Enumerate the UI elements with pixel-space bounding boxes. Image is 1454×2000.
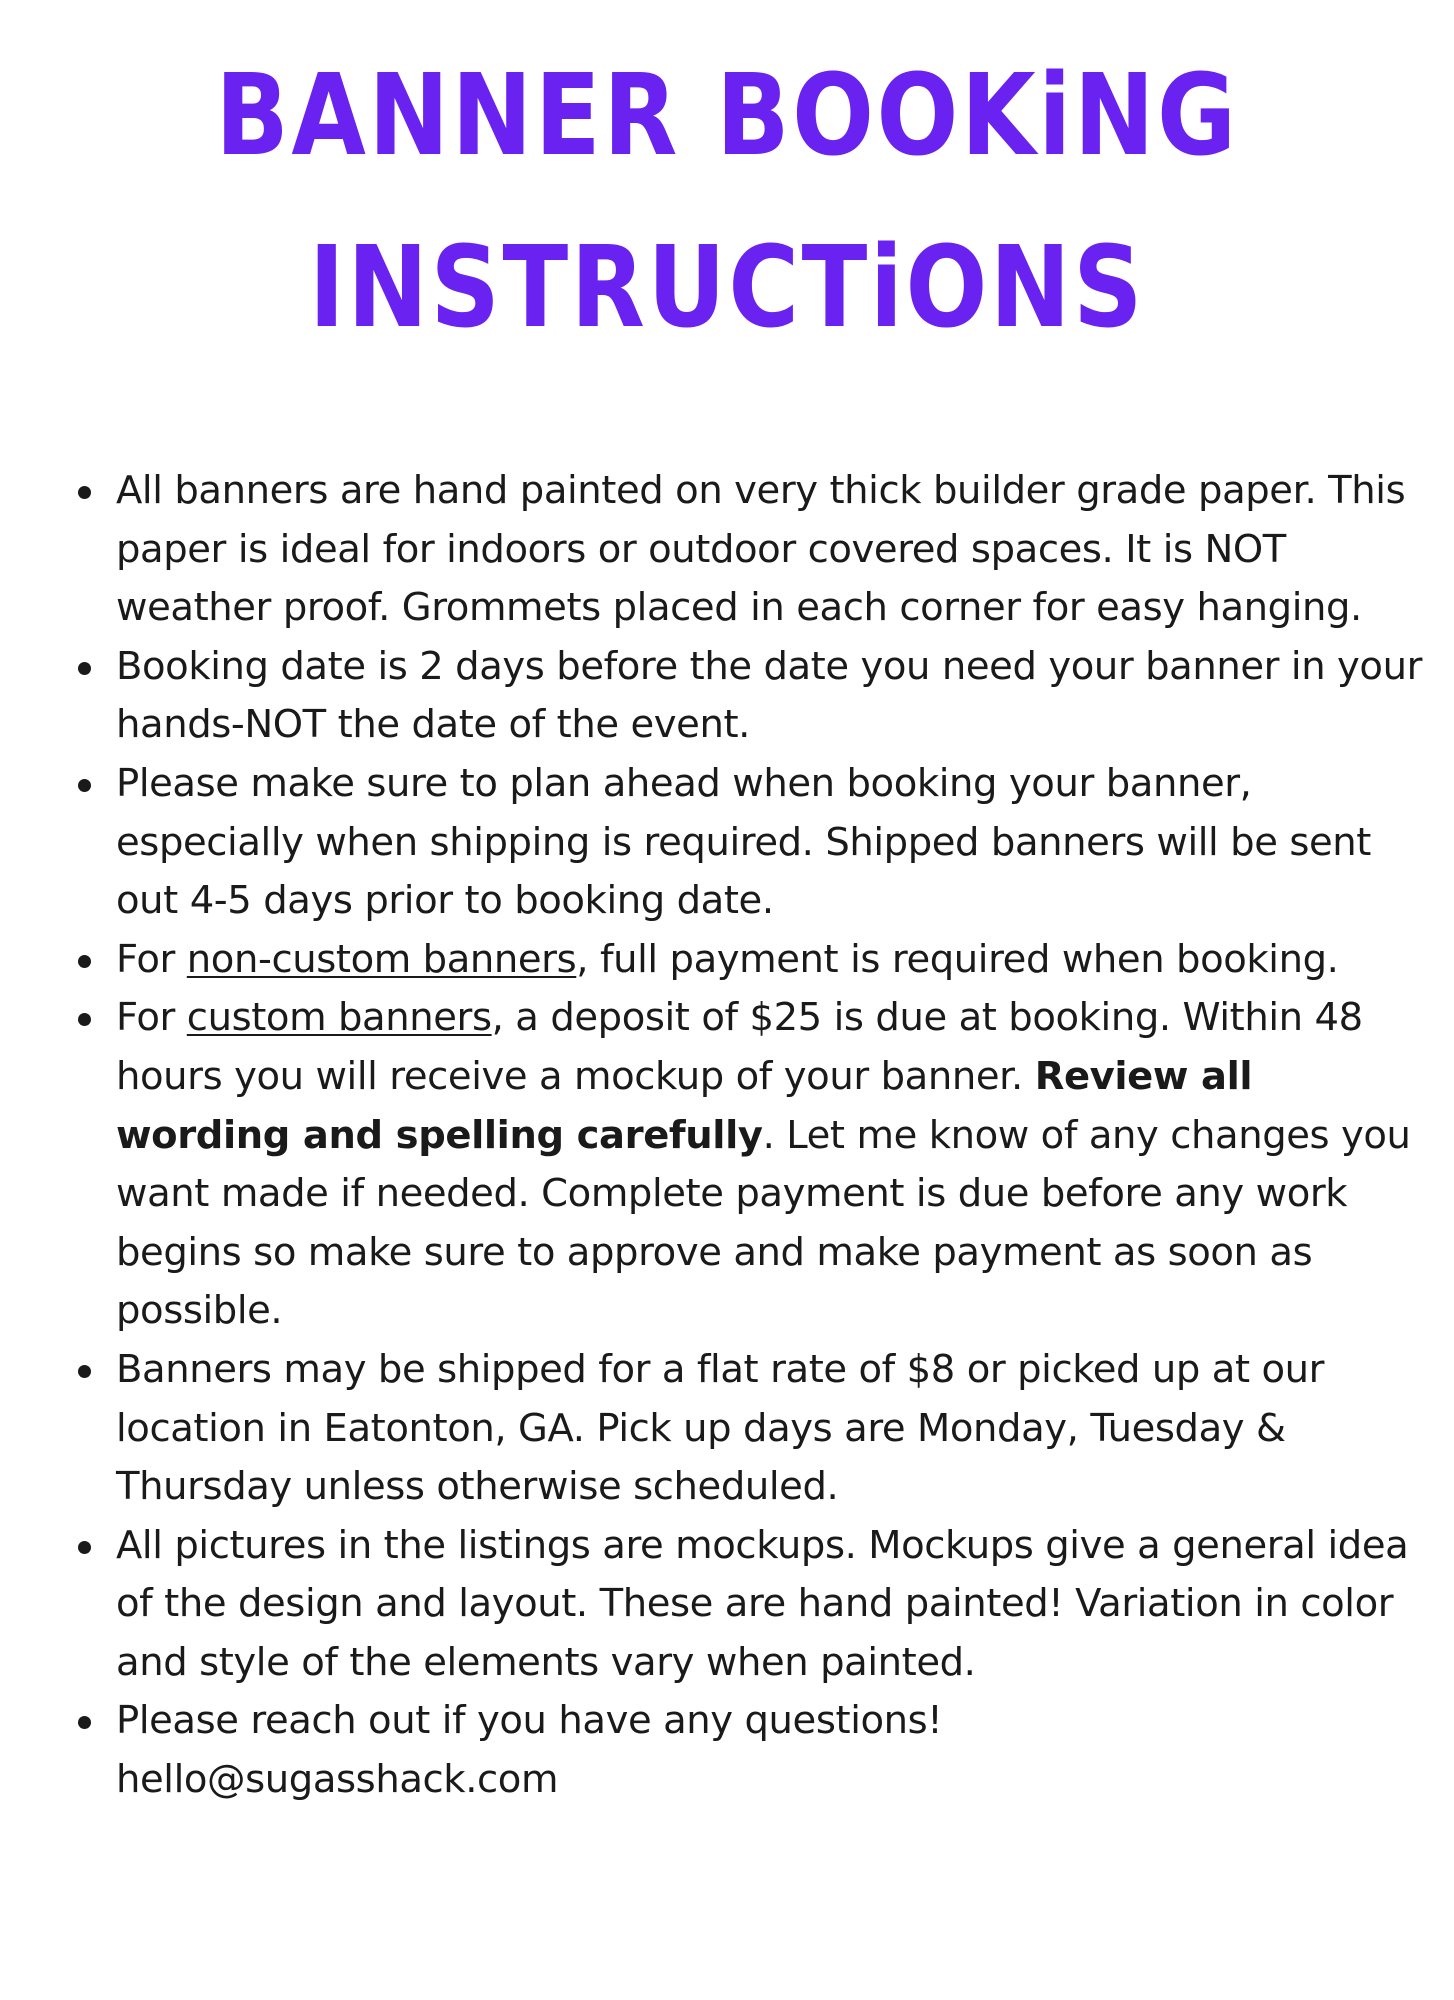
instruction-list — [78, 462, 1423, 1810]
contact-text: Please reach out if you have any questions! — [116, 1698, 943, 1744]
list-item — [78, 638, 1423, 755]
item-text-post: . Let me know of any changes you want made if needed. Complete payment is due before any work begins so make sure to approve and make payment as soon as possible. — [116, 1112, 1411, 1334]
item-text: Please make sure to plan ahead when booking your banner, especially when shipping is required. Shipped banners will be sent out 4-5 days prior to booking date. — [116, 760, 1371, 924]
list-item — [78, 931, 1423, 990]
list-item — [78, 755, 1423, 931]
item-text-pre: For — [116, 995, 187, 1041]
item-text: Banners may be shipped for a flat rate of $8 or picked up at our location in Eatonton, GA. Pick up days are Monday, Tuesday & Thursday unless otherwise scheduled. — [116, 1346, 1325, 1510]
list-item — [78, 462, 1423, 638]
bullet-icon — [78, 662, 91, 675]
title-line-2: INSTRUCTiONS — [308, 223, 1146, 353]
list-item — [78, 1692, 1423, 1809]
item-text: All banners are hand painted on very thick builder grade paper. This paper is ideal for indoors or outdoor covered spaces. It is NOT weather proof. Grommets placed in each corner for easy hanging. — [116, 468, 1406, 631]
item-text: All pictures in the listings are mockups. Mockups give a general idea of the design and layout. These are hand painted! Variation in color and style of the elements vary when painted. — [116, 1522, 1409, 1685]
bullet-icon — [78, 1013, 91, 1026]
bullet-icon — [78, 1365, 91, 1378]
item-text: Booking date is 2 days before the date you need your banner in your hands-NOT the date of the event. — [116, 643, 1423, 748]
item-text — [116, 995, 1411, 1333]
non-custom-banners-underlined: non-custom banners — [186, 936, 577, 982]
item-text-mid: , a deposit of $25 is due at booking. Within 48 hours you will receive a mockup of your banner. — [116, 995, 1363, 1099]
page-title — [0, 38, 1454, 382]
list-item — [78, 989, 1423, 1341]
item-text-pre: For — [116, 936, 187, 982]
bullet-icon — [78, 1716, 91, 1729]
bullet-icon — [78, 486, 91, 499]
review-emphasis: Review all wording and spelling carefully — [116, 1053, 1253, 1158]
item-text — [116, 1698, 942, 1802]
custom-banners-underlined: custom banners — [186, 995, 492, 1041]
bullet-icon — [78, 779, 91, 792]
item-text-post: , full payment is required when booking. — [576, 936, 1339, 982]
title-line-1: BANNER BOOKiNG — [215, 51, 1239, 181]
list-item — [78, 1341, 1423, 1517]
contact-email: hello@sugasshack.com — [116, 1757, 559, 1803]
bullet-icon — [78, 1541, 91, 1554]
list-item — [78, 1517, 1423, 1693]
item-text — [116, 937, 1338, 982]
bullet-icon — [78, 955, 91, 968]
